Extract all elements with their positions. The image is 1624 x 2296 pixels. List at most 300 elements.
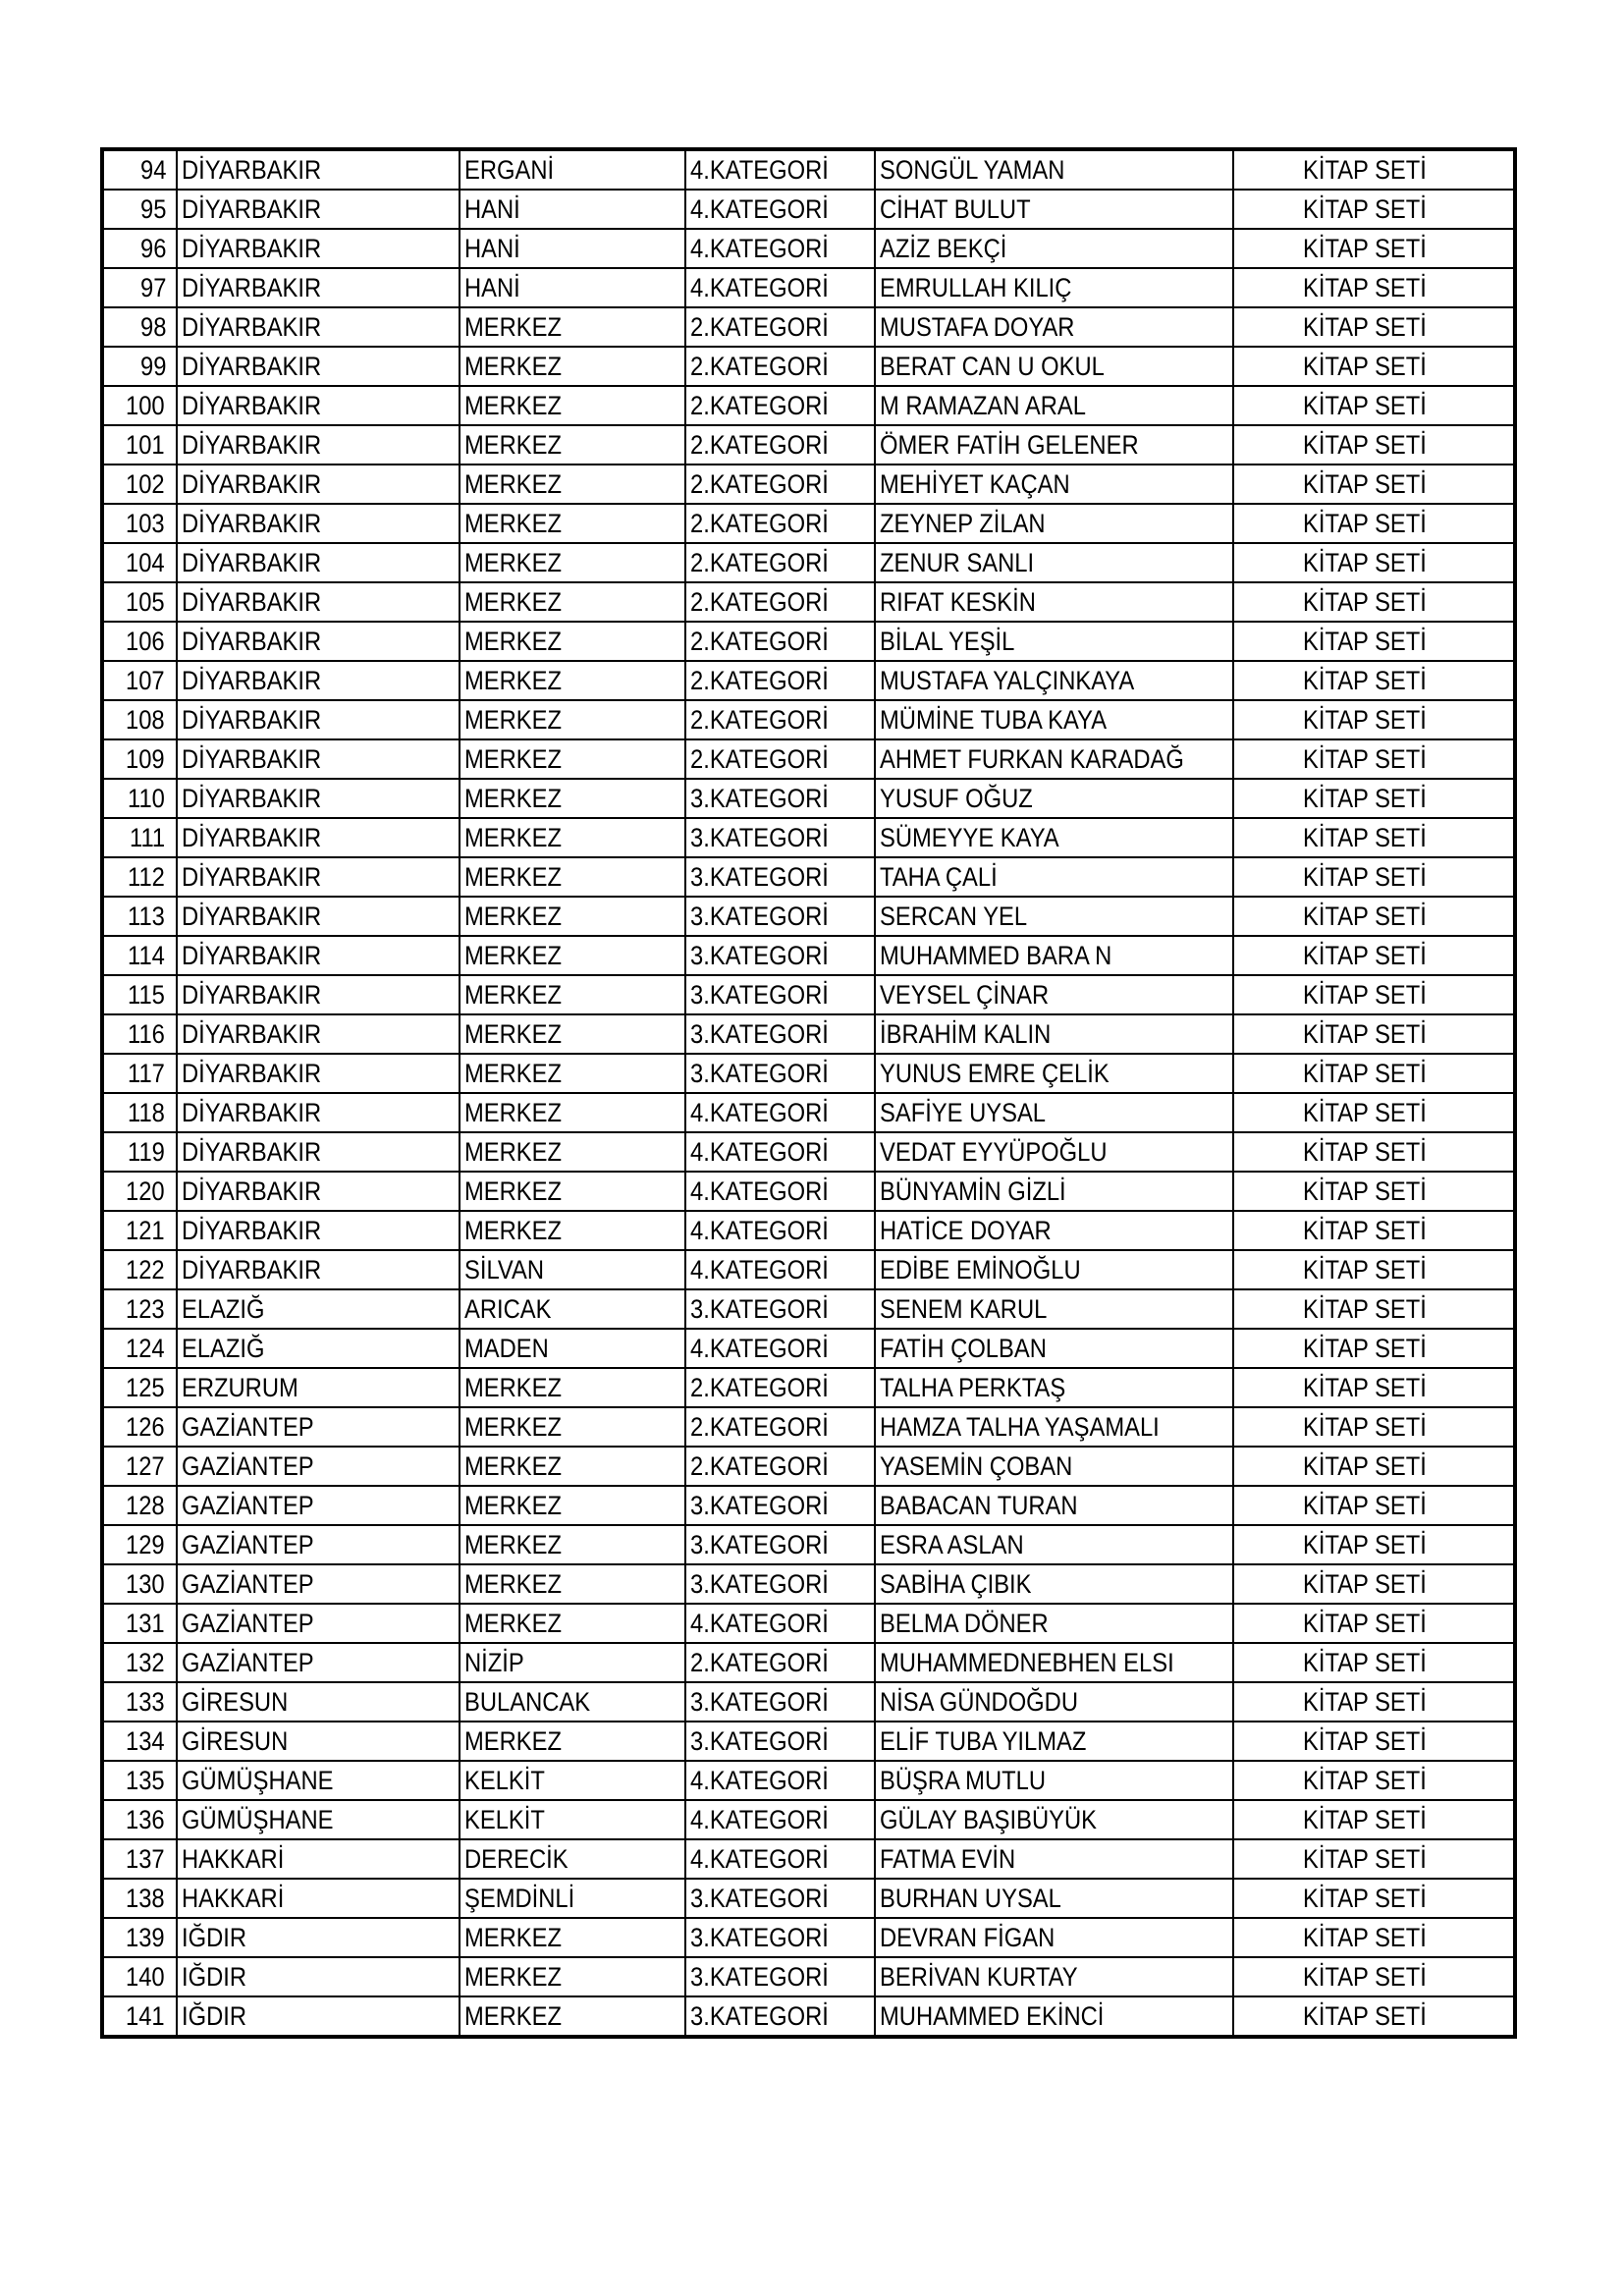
- city-cell: [177, 1643, 460, 1682]
- prize-cell: [1233, 739, 1515, 779]
- prize: KİTAP SETİ: [1303, 1294, 1428, 1324]
- district-cell: [460, 465, 685, 504]
- table-row: [102, 1879, 1515, 1918]
- district-cell: [460, 1564, 685, 1604]
- category: 3.KATEGORİ: [690, 1962, 829, 1992]
- row-number: 127: [125, 1451, 165, 1481]
- district-cell: [460, 386, 685, 425]
- table-row: [102, 1132, 1515, 1172]
- prize: KİTAP SETİ: [1303, 1962, 1428, 1992]
- table-row: [102, 543, 1515, 582]
- name-cell: [875, 1250, 1233, 1289]
- prize-cell: [1233, 1643, 1515, 1682]
- student-name: HAMZA TALHA YAŞAMALI: [880, 1412, 1160, 1442]
- table-row: [102, 1682, 1515, 1722]
- row-number: 124: [125, 1334, 165, 1363]
- table-row: [102, 818, 1515, 857]
- category: 4.KATEGORİ: [690, 155, 829, 185]
- row-number: 128: [125, 1491, 165, 1520]
- prize: KİTAP SETİ: [1303, 194, 1428, 224]
- district: MERKEZ: [464, 1451, 563, 1481]
- prize: KİTAP SETİ: [1303, 784, 1428, 813]
- district-cell: [460, 1682, 685, 1722]
- student-name: ZEYNEP ZİLAN: [880, 509, 1046, 538]
- row-number-cell: [102, 779, 177, 818]
- category-cell: [685, 1054, 875, 1093]
- prize: KİTAP SETİ: [1303, 1019, 1428, 1049]
- city: GAZİANTEP: [182, 1491, 314, 1520]
- district: MERKEZ: [464, 312, 563, 342]
- city: DİYARBAKIR: [182, 744, 322, 774]
- student-name: VEDAT EYYÜPOĞLU: [880, 1137, 1108, 1167]
- district-cell: [460, 307, 685, 347]
- row-number-cell: [102, 1996, 177, 2037]
- prize-cell: [1233, 1800, 1515, 1839]
- student-name: VEYSEL ÇİNAR: [880, 980, 1050, 1010]
- row-number-cell: [102, 582, 177, 622]
- category: 2.KATEGORİ: [690, 391, 829, 420]
- prize-cell: [1233, 1093, 1515, 1132]
- name-cell: [875, 622, 1233, 661]
- student-name: MÜMİNE TUBA KAYA: [880, 705, 1108, 735]
- category: 3.KATEGORİ: [690, 1687, 829, 1717]
- category-cell: [685, 1761, 875, 1800]
- row-number: 138: [125, 1884, 165, 1913]
- district-cell: [460, 268, 685, 307]
- category-cell: [685, 1564, 875, 1604]
- row-number: 121: [125, 1216, 165, 1245]
- city: ELAZIĞ: [182, 1334, 265, 1363]
- row-number-cell: [102, 739, 177, 779]
- district: MERKEZ: [464, 902, 563, 931]
- row-number: 97: [139, 273, 167, 302]
- category-cell: [685, 1879, 875, 1918]
- category-cell: [685, 1486, 875, 1525]
- name-cell: [875, 1329, 1233, 1368]
- category: 3.KATEGORİ: [690, 1923, 829, 1952]
- category-cell: [685, 1250, 875, 1289]
- prize: KİTAP SETİ: [1303, 469, 1428, 499]
- student-name: YUNUS EMRE ÇELİK: [880, 1059, 1110, 1088]
- row-number: 95: [139, 194, 167, 224]
- city: DİYARBAKIR: [182, 1137, 322, 1167]
- city-cell: [177, 582, 460, 622]
- city-cell: [177, 1289, 460, 1329]
- row-number: 102: [125, 469, 165, 499]
- city: GAZİANTEP: [182, 1648, 314, 1677]
- prize: KİTAP SETİ: [1303, 1412, 1428, 1442]
- prize-cell: [1233, 1604, 1515, 1643]
- table-row: [102, 975, 1515, 1014]
- row-number-cell: [102, 229, 177, 268]
- category: 2.KATEGORİ: [690, 1451, 829, 1481]
- city-cell: [177, 1093, 460, 1132]
- row-number: 98: [139, 312, 167, 342]
- prize: KİTAP SETİ: [1303, 391, 1428, 420]
- category: 4.KATEGORİ: [690, 1137, 829, 1167]
- name-cell: [875, 1132, 1233, 1172]
- category: 2.KATEGORİ: [690, 548, 829, 577]
- row-number-cell: [102, 857, 177, 897]
- category: 2.KATEGORİ: [690, 312, 829, 342]
- student-name: BİLAL YEŞİL: [880, 627, 1015, 656]
- student-name: BERİVAN KURTAY: [880, 1962, 1078, 1992]
- city-cell: [177, 1211, 460, 1250]
- category-cell: [685, 1368, 875, 1407]
- city-cell: [177, 622, 460, 661]
- prize: KİTAP SETİ: [1303, 155, 1428, 185]
- name-cell: [875, 1722, 1233, 1761]
- district: MERKEZ: [464, 784, 563, 813]
- category: 3.KATEGORİ: [690, 980, 829, 1010]
- prize-cell: [1233, 1132, 1515, 1172]
- category: 3.KATEGORİ: [690, 862, 829, 892]
- row-number-cell: [102, 1839, 177, 1879]
- table-row: [102, 1918, 1515, 1957]
- city-cell: [177, 936, 460, 975]
- category: 2.KATEGORİ: [690, 509, 829, 538]
- name-cell: [875, 779, 1233, 818]
- district: HANİ: [464, 234, 520, 263]
- table-row: [102, 1093, 1515, 1132]
- student-name: SENEM KARUL: [880, 1294, 1048, 1324]
- name-cell: [875, 149, 1233, 190]
- category: 2.KATEGORİ: [690, 587, 829, 617]
- prize-cell: [1233, 1054, 1515, 1093]
- city: DİYARBAKIR: [182, 391, 322, 420]
- category-cell: [685, 1722, 875, 1761]
- category: 3.KATEGORİ: [690, 1884, 829, 1913]
- city-cell: [177, 504, 460, 543]
- district-cell: [460, 1172, 685, 1211]
- row-number-cell: [102, 1289, 177, 1329]
- row-number-cell: [102, 1368, 177, 1407]
- prize-cell: [1233, 818, 1515, 857]
- category: 3.KATEGORİ: [690, 1491, 829, 1520]
- district-cell: [460, 1054, 685, 1093]
- prize-cell: [1233, 1996, 1515, 2037]
- prize-cell: [1233, 543, 1515, 582]
- prize: KİTAP SETİ: [1303, 509, 1428, 538]
- student-name: FATMA EVİN: [880, 1844, 1016, 1874]
- row-number-cell: [102, 1800, 177, 1839]
- row-number-cell: [102, 425, 177, 465]
- prize: KİTAP SETİ: [1303, 548, 1428, 577]
- city-cell: [177, 1250, 460, 1289]
- city-cell: [177, 190, 460, 229]
- city: DİYARBAKIR: [182, 823, 322, 852]
- city: DİYARBAKIR: [182, 194, 322, 224]
- district-cell: [460, 1879, 685, 1918]
- district-cell: [460, 739, 685, 779]
- prize: KİTAP SETİ: [1303, 1687, 1428, 1717]
- student-name: BABACAN TURAN: [880, 1491, 1078, 1520]
- category-cell: [685, 1957, 875, 1996]
- name-cell: [875, 1839, 1233, 1879]
- row-number: 106: [125, 627, 165, 656]
- district-cell: [460, 1447, 685, 1486]
- student-name: HATİCE DOYAR: [880, 1216, 1052, 1245]
- row-number-cell: [102, 897, 177, 936]
- prize: KİTAP SETİ: [1303, 273, 1428, 302]
- district: MERKEZ: [464, 548, 563, 577]
- row-number-cell: [102, 1957, 177, 1996]
- student-name: YUSUF OĞUZ: [880, 784, 1033, 813]
- prize-cell: [1233, 190, 1515, 229]
- category: 2.KATEGORİ: [690, 469, 829, 499]
- table-row: [102, 1329, 1515, 1368]
- city-cell: [177, 818, 460, 857]
- city-cell: [177, 1800, 460, 1839]
- row-number: 119: [127, 1137, 165, 1167]
- category-cell: [685, 622, 875, 661]
- city: GAZİANTEP: [182, 1569, 314, 1599]
- district: MERKEZ: [464, 1962, 563, 1992]
- district-cell: [460, 1957, 685, 1996]
- district: MERKEZ: [464, 1412, 563, 1442]
- category: 3.KATEGORİ: [690, 784, 829, 813]
- prize: KİTAP SETİ: [1303, 2001, 1428, 2031]
- district-cell: [460, 1132, 685, 1172]
- city: DİYARBAKIR: [182, 1098, 322, 1127]
- row-number: 132: [125, 1648, 165, 1677]
- prize: KİTAP SETİ: [1303, 627, 1428, 656]
- category: 4.KATEGORİ: [690, 1176, 829, 1206]
- city-cell: [177, 347, 460, 386]
- category: 2.KATEGORİ: [690, 1412, 829, 1442]
- district: KELKİT: [464, 1766, 545, 1795]
- prize-cell: [1233, 1447, 1515, 1486]
- category: 2.KATEGORİ: [690, 627, 829, 656]
- category-cell: [685, 1211, 875, 1250]
- student-name: MUHAMMED EKİNCİ: [880, 2001, 1105, 2031]
- row-number: 115: [127, 980, 165, 1010]
- row-number-cell: [102, 504, 177, 543]
- prize-cell: [1233, 149, 1515, 190]
- district-cell: [460, 700, 685, 739]
- row-number: 139: [125, 1923, 165, 1952]
- prize: KİTAP SETİ: [1303, 1451, 1428, 1481]
- row-number: 108: [125, 705, 165, 735]
- prize-cell: [1233, 1172, 1515, 1211]
- district-cell: [460, 1996, 685, 2037]
- prize: KİTAP SETİ: [1303, 1726, 1428, 1756]
- prize-cell: [1233, 1525, 1515, 1564]
- district: MERKEZ: [464, 391, 563, 420]
- city: GÜMÜŞHANE: [182, 1805, 334, 1834]
- name-cell: [875, 1957, 1233, 1996]
- category-cell: [685, 897, 875, 936]
- city-cell: [177, 1682, 460, 1722]
- district-cell: [460, 425, 685, 465]
- city: DİYARBAKIR: [182, 627, 322, 656]
- winners-table-body: [102, 149, 1515, 2037]
- student-name: MUHAMMEDNEBHEN ELSI: [880, 1648, 1174, 1677]
- table-row: [102, 700, 1515, 739]
- category-cell: [685, 229, 875, 268]
- name-cell: [875, 1407, 1233, 1447]
- row-number-cell: [102, 1486, 177, 1525]
- district: MERKEZ: [464, 1137, 563, 1167]
- name-cell: [875, 347, 1233, 386]
- row-number-cell: [102, 268, 177, 307]
- prize: KİTAP SETİ: [1303, 1844, 1428, 1874]
- row-number-cell: [102, 622, 177, 661]
- row-number-cell: [102, 818, 177, 857]
- prize-cell: [1233, 386, 1515, 425]
- name-cell: [875, 1918, 1233, 1957]
- category-cell: [685, 936, 875, 975]
- table-row: [102, 739, 1515, 779]
- prize-cell: [1233, 1682, 1515, 1722]
- district: ARICAK: [464, 1294, 552, 1324]
- student-name: İBRAHİM KALIN: [880, 1019, 1052, 1049]
- category: 4.KATEGORİ: [690, 1844, 829, 1874]
- name-cell: [875, 818, 1233, 857]
- prize-cell: [1233, 1564, 1515, 1604]
- prize-cell: [1233, 1918, 1515, 1957]
- city: ELAZIĞ: [182, 1294, 265, 1324]
- category: 4.KATEGORİ: [690, 273, 829, 302]
- prize-cell: [1233, 661, 1515, 700]
- city: DİYARBAKIR: [182, 902, 322, 931]
- district: DERECİK: [464, 1844, 568, 1874]
- row-number-cell: [102, 1879, 177, 1918]
- city: DİYARBAKIR: [182, 1216, 322, 1245]
- row-number-cell: [102, 190, 177, 229]
- table-row: [102, 347, 1515, 386]
- prize-cell: [1233, 465, 1515, 504]
- district: MERKEZ: [464, 509, 563, 538]
- prize: KİTAP SETİ: [1303, 587, 1428, 617]
- city-cell: [177, 1132, 460, 1172]
- category: 4.KATEGORİ: [690, 1609, 829, 1638]
- table-row: [102, 1172, 1515, 1211]
- row-number: 129: [125, 1530, 165, 1559]
- student-name: TALHA PERKTAŞ: [880, 1373, 1066, 1402]
- student-name: MEHİYET KAÇAN: [880, 469, 1070, 499]
- student-name: DEVRAN FİGAN: [880, 1923, 1056, 1952]
- category: 2.KATEGORİ: [690, 705, 829, 735]
- district: MERKEZ: [464, 1019, 563, 1049]
- student-name: RIFAT KESKİN: [880, 587, 1036, 617]
- table-row: [102, 149, 1515, 190]
- city-cell: [177, 307, 460, 347]
- district-cell: [460, 1014, 685, 1054]
- district-cell: [460, 1486, 685, 1525]
- district-cell: [460, 1839, 685, 1879]
- table-row: [102, 229, 1515, 268]
- city: DİYARBAKIR: [182, 273, 322, 302]
- table-row: [102, 1722, 1515, 1761]
- district: MERKEZ: [464, 862, 563, 892]
- prize: KİTAP SETİ: [1303, 705, 1428, 735]
- category-cell: [685, 739, 875, 779]
- district: MERKEZ: [464, 1726, 563, 1756]
- row-number: 100: [125, 391, 165, 420]
- table-row: [102, 1996, 1515, 2037]
- city-cell: [177, 229, 460, 268]
- district-cell: [460, 582, 685, 622]
- row-number: 120: [125, 1176, 165, 1206]
- city-cell: [177, 1172, 460, 1211]
- district-cell: [460, 543, 685, 582]
- row-number-cell: [102, 1761, 177, 1800]
- category: 3.KATEGORİ: [690, 902, 829, 931]
- district-cell: [460, 975, 685, 1014]
- prize-cell: [1233, 936, 1515, 975]
- name-cell: [875, 1564, 1233, 1604]
- name-cell: [875, 739, 1233, 779]
- student-name: AHMET FURKAN KARADAĞ: [880, 744, 1184, 774]
- category-cell: [685, 1093, 875, 1132]
- prize-cell: [1233, 1289, 1515, 1329]
- district: ERGANİ: [464, 155, 555, 185]
- name-cell: [875, 1054, 1233, 1093]
- row-number-cell: [102, 1643, 177, 1682]
- city-cell: [177, 661, 460, 700]
- category-cell: [685, 779, 875, 818]
- row-number: 110: [127, 784, 165, 813]
- row-number-cell: [102, 661, 177, 700]
- prize: KİTAP SETİ: [1303, 1216, 1428, 1245]
- category: 3.KATEGORİ: [690, 1019, 829, 1049]
- city-cell: [177, 1957, 460, 1996]
- table-row: [102, 1211, 1515, 1250]
- prize: KİTAP SETİ: [1303, 980, 1428, 1010]
- district-cell: [460, 1368, 685, 1407]
- city-cell: [177, 465, 460, 504]
- city-cell: [177, 1761, 460, 1800]
- category-cell: [685, 504, 875, 543]
- table-row: [102, 936, 1515, 975]
- table-row: [102, 857, 1515, 897]
- student-name: BÜŞRA MUTLU: [880, 1766, 1047, 1795]
- district: HANİ: [464, 194, 520, 224]
- city: DİYARBAKIR: [182, 705, 322, 735]
- student-name: SÜMEYYE KAYA: [880, 823, 1059, 852]
- row-number-cell: [102, 1329, 177, 1368]
- name-cell: [875, 425, 1233, 465]
- category: 2.KATEGORİ: [690, 1648, 829, 1677]
- name-cell: [875, 1604, 1233, 1643]
- row-number: 109: [125, 744, 165, 774]
- category: 3.KATEGORİ: [690, 1294, 829, 1324]
- district: MERKEZ: [464, 627, 563, 656]
- city: GİRESUN: [182, 1726, 289, 1756]
- prize-cell: [1233, 1211, 1515, 1250]
- name-cell: [875, 386, 1233, 425]
- city: DİYARBAKIR: [182, 784, 322, 813]
- table-row: [102, 1800, 1515, 1839]
- table-row: [102, 582, 1515, 622]
- city: DİYARBAKIR: [182, 666, 322, 695]
- category: 2.KATEGORİ: [690, 352, 829, 381]
- district: MERKEZ: [464, 823, 563, 852]
- row-number-cell: [102, 1447, 177, 1486]
- row-number: 96: [139, 234, 167, 263]
- table-row: [102, 190, 1515, 229]
- row-number: 113: [127, 902, 165, 931]
- city-cell: [177, 1329, 460, 1368]
- category-cell: [685, 582, 875, 622]
- name-cell: [875, 1289, 1233, 1329]
- name-cell: [875, 1682, 1233, 1722]
- row-number-cell: [102, 1604, 177, 1643]
- row-number-cell: [102, 543, 177, 582]
- student-name: EDİBE EMİNOĞLU: [880, 1255, 1081, 1285]
- row-number-cell: [102, 465, 177, 504]
